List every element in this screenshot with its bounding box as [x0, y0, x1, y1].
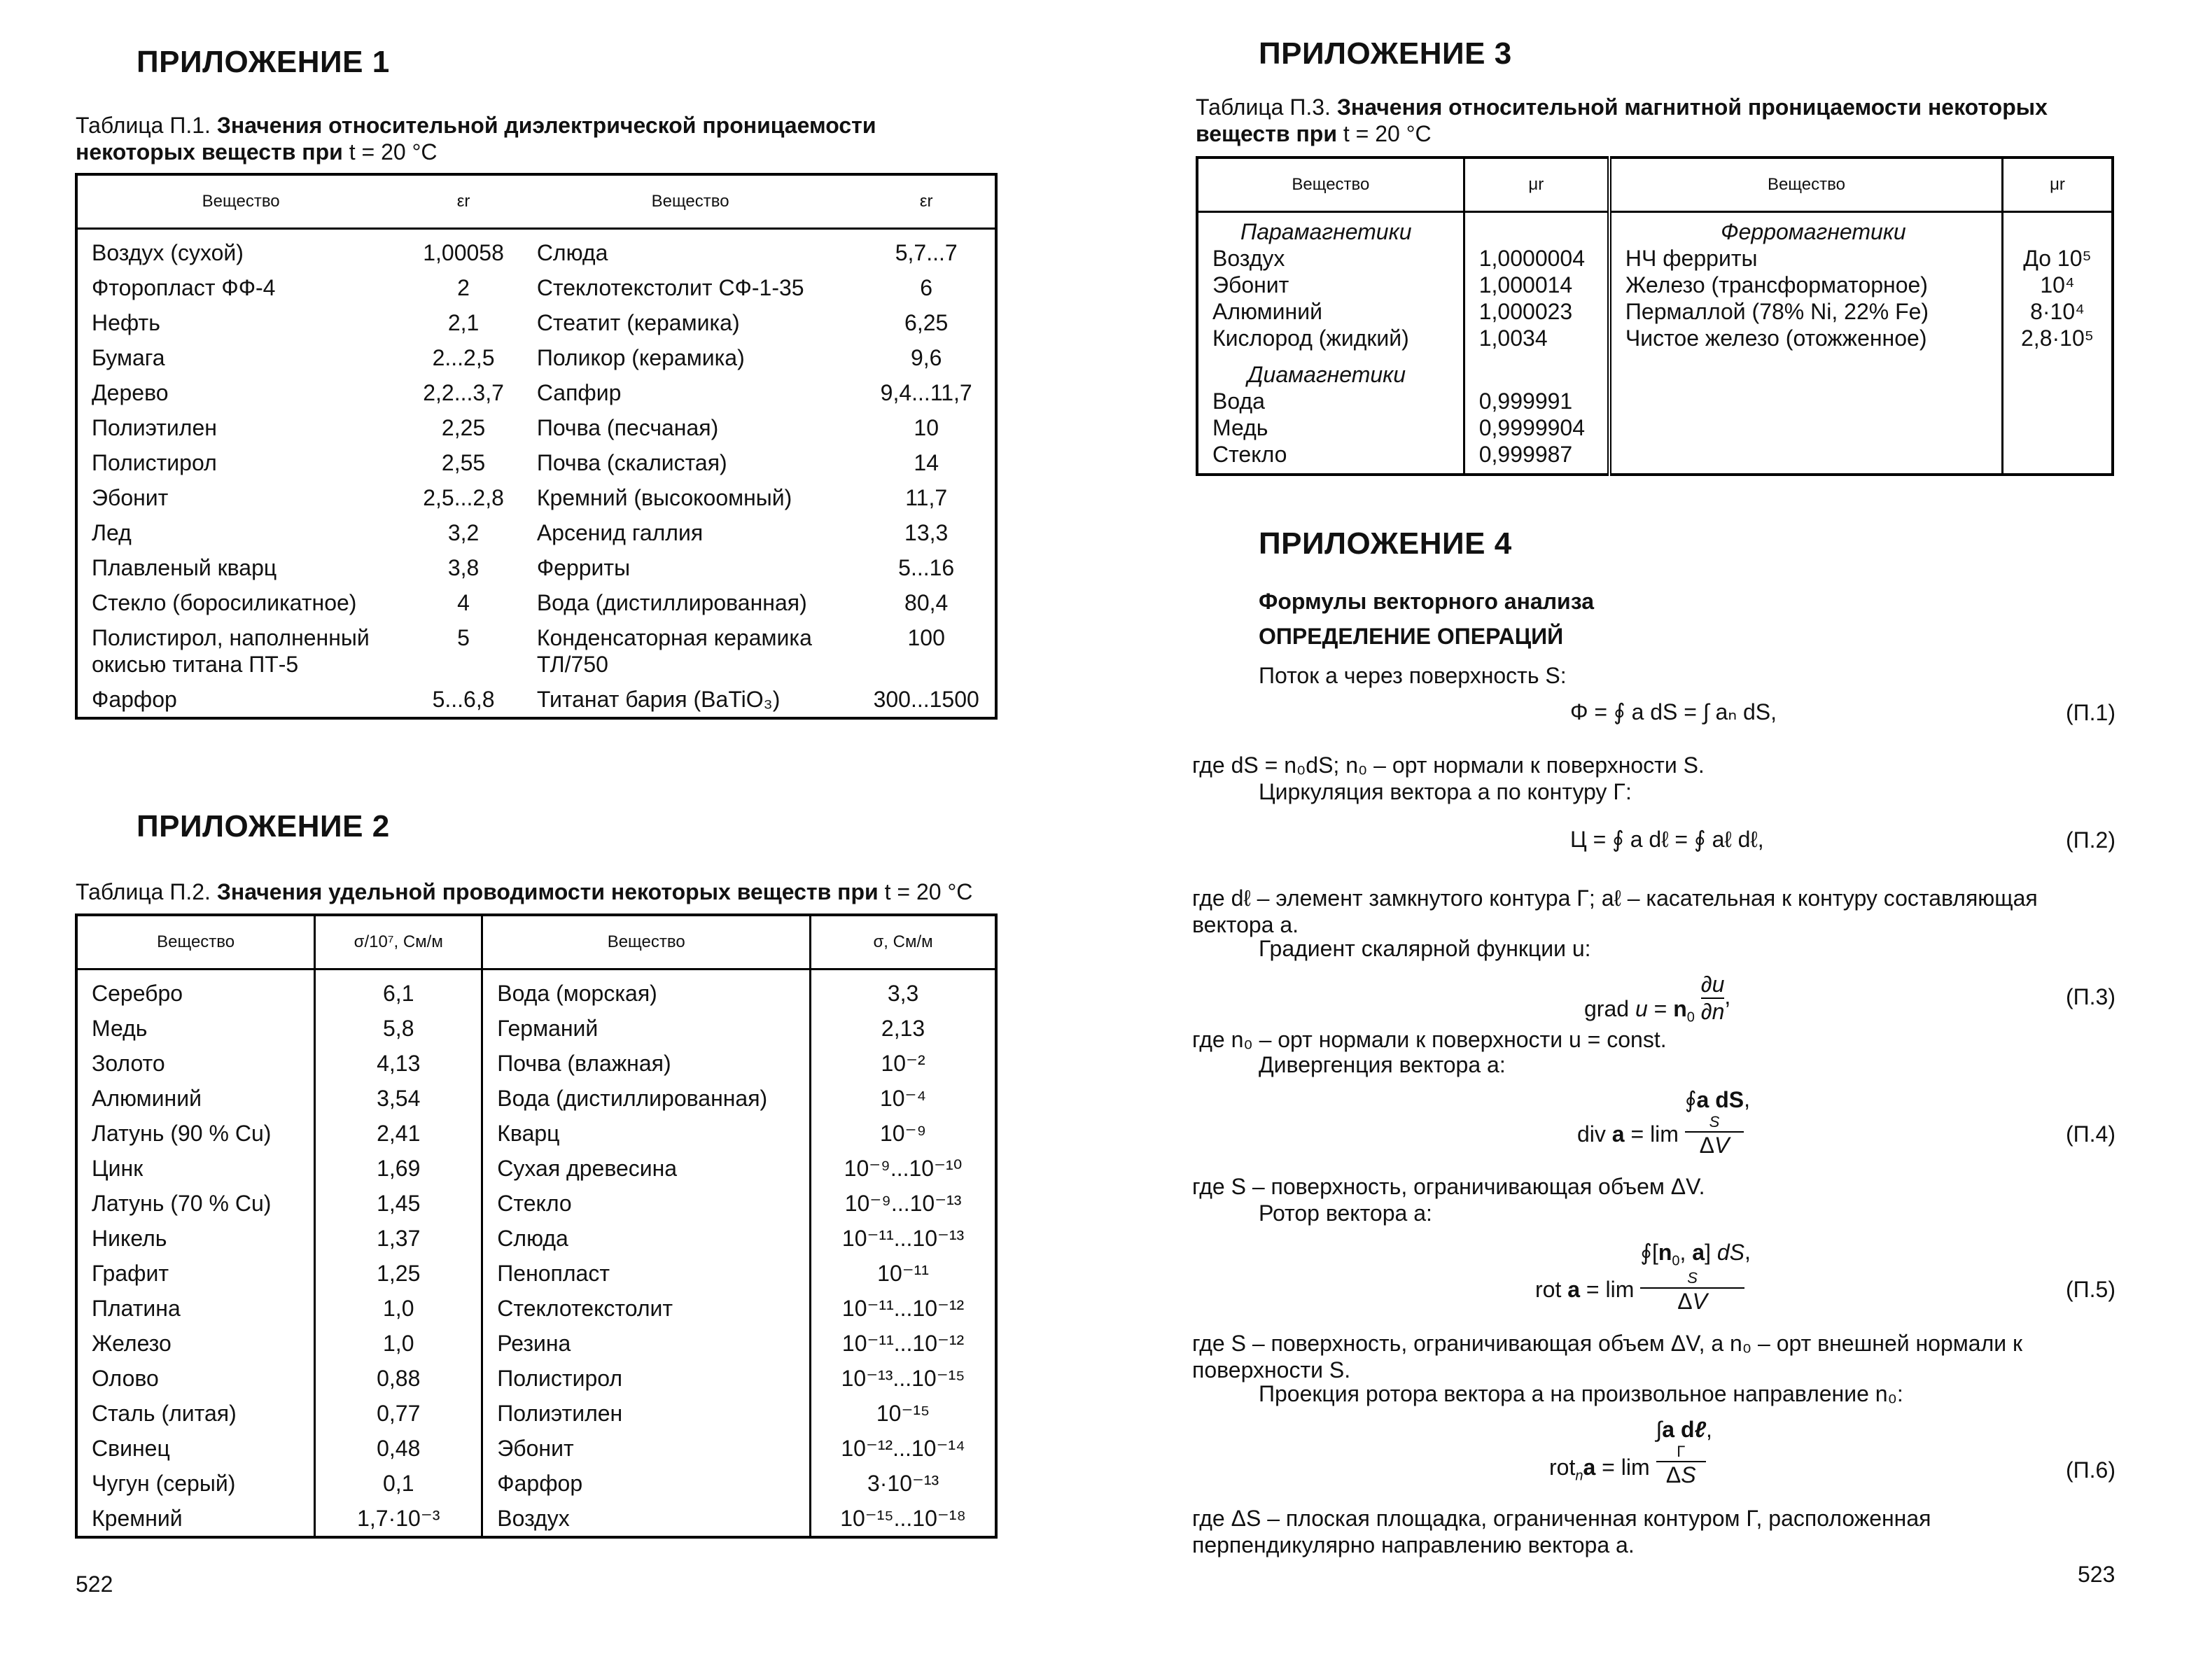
substance-cell: Полиэтилен	[482, 1396, 811, 1431]
ferro-names	[1609, 212, 2003, 475]
table-row	[76, 340, 996, 375]
table-row	[76, 1256, 996, 1291]
value-cell: 2,2...3,7	[423, 380, 504, 405]
where-p2: где dℓ – элемент замкнутого контура Γ; aℓ – касательная к контуру составляющая вектора a.	[1192, 886, 2038, 937]
column-header: Вещество	[76, 915, 315, 969]
group-ferromagnetics: Ферромагнетики	[1721, 219, 1906, 244]
substance-cell: Медь	[92, 1016, 148, 1041]
where-p5: где S – поверхность, ограничивающая объем ΔV, а n₀ – орт внешней нормали к поверхности S.	[1192, 1331, 2022, 1382]
table-row	[76, 1501, 996, 1537]
table-p1-caption	[76, 112, 1000, 165]
substance-cell: Железо	[92, 1331, 172, 1356]
value-cell: 3·10⁻¹³	[811, 1466, 996, 1501]
table-header-row	[76, 174, 996, 229]
value-cell: 2...2,5	[432, 345, 495, 370]
group-diamagnetics: Диамагнетики	[1247, 362, 1406, 387]
substance-cell: Почва (скалистая)	[536, 450, 727, 475]
table-row	[76, 620, 996, 682]
caption-prefix: Таблица П.3.	[1196, 94, 1331, 120]
table-header-row	[1197, 158, 2113, 212]
dia-name-list	[1212, 388, 1463, 468]
dia-para-names	[1197, 212, 1464, 475]
substance-cell: Чугун (серый)	[92, 1471, 236, 1496]
para-value-list	[1479, 245, 1607, 351]
value-cell: 10⁻⁹...10⁻¹⁰	[811, 1151, 996, 1186]
value-cell: 10⁻¹¹	[811, 1256, 996, 1291]
substance-cell: Стекло (боросиликатное)	[92, 590, 357, 615]
substance-cell: Слюда	[482, 1221, 811, 1256]
substance-cell: Слюда	[536, 240, 608, 265]
table-row	[76, 1396, 996, 1431]
value-cell: 3,3	[811, 969, 996, 1011]
rotor-intro: Ротор вектора a:	[1259, 1200, 1432, 1226]
value-cell: 10⁻¹¹...10⁻¹²	[811, 1326, 996, 1361]
substance-cell: Резина	[482, 1326, 811, 1361]
value-cell: 10⁻⁹	[811, 1116, 996, 1151]
table-row	[76, 1291, 996, 1326]
value-cell: 5...6,8	[432, 687, 495, 712]
substance-cell: Чистое железо (отожженное)	[1625, 326, 1927, 351]
value-cell: 2,5...2,8	[423, 485, 504, 510]
caption-title: Значения удельной проводимости некоторых веществ при	[216, 879, 879, 904]
substance-cell: Поликор (керамика)	[536, 345, 745, 370]
value-cell: 10⁻⁴	[811, 1081, 996, 1116]
value-cell: 9,6	[910, 345, 942, 370]
substance-cell: НЧ ферриты	[1625, 246, 1758, 271]
value-cell: 6,1	[315, 969, 482, 1011]
substance-cell: Пермаллой (78% Ni, 22% Fe)	[1625, 299, 1929, 324]
substance-cell: Фторопласт ФФ-4	[92, 275, 276, 300]
table-row	[76, 1186, 996, 1221]
table-row	[76, 1326, 996, 1361]
substance-cell: Лед	[92, 520, 132, 545]
table-row	[76, 1466, 996, 1501]
substance-cell: Фарфор	[482, 1466, 811, 1501]
substance-cell: Эбонит	[1212, 272, 1289, 298]
value-cell: 6	[920, 275, 933, 300]
flux-intro: Поток a через поверхность S:	[1259, 663, 1567, 688]
dia-para-values	[1464, 212, 1609, 475]
value-cell: 2,1	[447, 310, 480, 335]
column-header: Вещество	[482, 915, 811, 969]
column-header: σ, См/м	[811, 915, 996, 969]
table-row	[76, 1221, 996, 1256]
substance-cell: Нефть	[92, 310, 160, 335]
substance-cell: Эбонит	[482, 1431, 811, 1466]
table-row	[76, 1046, 996, 1081]
substance-cell: Свинец	[92, 1436, 170, 1461]
appendix-4-heading: ПРИЛОЖЕНИЕ 4	[1259, 526, 1512, 561]
substance-cell: Сапфир	[536, 380, 622, 405]
substance-cell: Никель	[92, 1226, 167, 1251]
page-number: 522	[76, 1572, 113, 1597]
where-p1: где dS = n₀dS; n₀ – орт нормали к поверхности S.	[1192, 752, 1705, 778]
substance-cell: Стекло	[482, 1186, 811, 1221]
table-p3	[1196, 156, 2114, 476]
value-cell: 2,25	[441, 415, 486, 440]
value-cell: 10⁻¹¹...10⁻¹²	[811, 1291, 996, 1326]
value-cell: 10⁴	[2040, 272, 2075, 298]
table-p3-caption	[1196, 94, 2106, 147]
value-cell: 1,000023	[1478, 299, 1573, 324]
equation-p1-number: (П.1)	[2066, 700, 2115, 725]
substance-cell: Эбонит	[92, 485, 169, 510]
value-cell: 1,0	[315, 1291, 482, 1326]
substance-cell: Сталь (литая)	[92, 1401, 237, 1426]
table-p2-caption	[76, 878, 1000, 905]
value-cell: 8·10⁴	[2030, 299, 2085, 324]
substance-cell: Германий	[482, 1011, 811, 1046]
substance-cell: Почва (влажная)	[482, 1046, 811, 1081]
group-paramagnetics: Парамагнетики	[1240, 219, 1412, 244]
substance-cell: Полистирол, наполненный окисью титана ПТ-5	[92, 625, 370, 677]
table-row	[76, 585, 996, 620]
value-cell: 2,13	[811, 1011, 996, 1046]
table-row	[76, 229, 996, 271]
value-cell: 10⁻¹⁵	[811, 1396, 996, 1431]
value-cell: 300...1500	[873, 687, 979, 712]
value-cell: 10⁻²	[811, 1046, 996, 1081]
value-cell: 5	[457, 625, 470, 650]
table-row	[76, 1361, 996, 1396]
equation-p4-number: (П.4)	[2066, 1121, 2115, 1147]
value-cell: 1,45	[315, 1186, 482, 1221]
substance-cell: Серебро	[92, 981, 183, 1006]
substance-cell: Конденсаторная керамика ТЛ/750	[536, 625, 812, 677]
substance-cell: Алюминий	[92, 1086, 202, 1111]
equation-p4: div a = lim ∮a dS S ΔV ,	[1577, 1086, 1750, 1158]
value-cell: 1,7·10⁻³	[315, 1501, 482, 1537]
value-cell: 5,7...7	[895, 240, 958, 265]
substance-cell: Ферриты	[536, 555, 631, 580]
table-row	[76, 375, 996, 410]
caption-condition: t = 20 °C	[884, 879, 973, 904]
substance-cell: Фарфор	[92, 687, 177, 712]
substance-cell: Латунь (90 % Cu)	[92, 1121, 272, 1146]
value-cell: 1,00058	[423, 240, 504, 265]
substance-cell: Вода (морская)	[482, 969, 811, 1011]
substance-cell: Кремний	[92, 1506, 183, 1531]
substance-cell: Воздух	[1212, 246, 1285, 271]
value-cell: 1,000014	[1478, 272, 1573, 298]
table-row	[76, 550, 996, 585]
caption-prefix: Таблица П.2.	[76, 879, 211, 904]
table-row	[76, 1011, 996, 1046]
column-header: Вещество	[1609, 158, 2003, 212]
equation-p6-number: (П.6)	[2066, 1457, 2115, 1483]
substance-cell: Почва (песчаная)	[536, 415, 719, 440]
table-row	[76, 682, 996, 718]
value-cell: 1,25	[315, 1256, 482, 1291]
subtitle-vector-formulas: Формулы векторного анализа	[1259, 589, 1594, 614]
para-name-list	[1212, 245, 1463, 351]
circulation-intro: Циркуляция вектора a по контуру Γ:	[1259, 779, 1632, 804]
value-cell: 4,13	[315, 1046, 482, 1081]
value-cell: 1,0000004	[1478, 246, 1585, 271]
substance-cell: Вода (дистиллированная)	[536, 590, 807, 615]
substance-cell: Латунь (70 % Cu)	[92, 1191, 272, 1216]
where-p3: где n₀ – орт нормали к поверхности u = const.	[1192, 1027, 1667, 1052]
value-cell: До 10⁵	[2023, 246, 2092, 271]
divergence-intro: Дивергенция вектора a:	[1259, 1052, 1506, 1077]
appendix-1-heading: ПРИЛОЖЕНИЕ 1	[137, 45, 390, 79]
substance-cell: Кремний (высокоомный)	[536, 485, 792, 510]
caption-title: Значения относительной магнитной проницаемости некоторых веществ при	[1196, 94, 2048, 146]
value-cell: 2	[457, 275, 470, 300]
value-cell: 1,37	[315, 1221, 482, 1256]
value-cell: 0,9999904	[1478, 415, 1585, 440]
value-cell: 6,25	[904, 310, 949, 335]
substance-cell: Воздух	[482, 1501, 811, 1537]
value-cell: 2,8·10⁵	[2021, 326, 2094, 351]
substance-cell: Кварц	[482, 1116, 811, 1151]
substance-cell: Полиэтилен	[92, 415, 217, 440]
caption-condition: t = 20 °C	[349, 139, 438, 164]
caption-prefix: Таблица П.1.	[76, 113, 211, 138]
table-header-row	[76, 915, 996, 969]
substance-cell: Вода	[1212, 388, 1265, 414]
substance-cell: Арсенид галлия	[536, 520, 704, 545]
appendix-3-heading: ПРИЛОЖЕНИЕ 3	[1259, 36, 1512, 71]
value-cell: 2,55	[441, 450, 486, 475]
value-cell: 13,3	[904, 520, 949, 545]
substance-cell: Золото	[92, 1051, 165, 1076]
value-cell: 5...16	[898, 555, 955, 580]
where-p4: где S – поверхность, ограничивающая объем ΔV.	[1192, 1174, 1705, 1199]
caption-condition: t = 20 °C	[1343, 121, 1432, 146]
projection-intro: Проекция ротора вектора a на произвольное направление n₀:	[1259, 1381, 1903, 1406]
value-cell: 0,1	[315, 1466, 482, 1501]
equation-p6: rot$_n$a = lim ∫a dℓ Γ ΔS ,	[1549, 1417, 1712, 1488]
equation-p3-number: (П.3)	[2066, 984, 2115, 1009]
substance-cell: Полистирол	[482, 1361, 811, 1396]
substance-cell: Стеклотекстолит	[482, 1291, 811, 1326]
substance-cell: Олово	[92, 1366, 159, 1391]
ferro-value-list	[2003, 245, 2111, 351]
table-row	[76, 270, 996, 305]
table-row	[76, 969, 996, 1011]
table-body-row	[1197, 212, 2113, 475]
value-cell: 14	[914, 450, 939, 475]
table-row	[76, 410, 996, 445]
value-cell: 10⁻¹¹...10⁻¹³	[811, 1221, 996, 1256]
value-cell: 10	[914, 415, 939, 440]
value-cell: 0,88	[315, 1361, 482, 1396]
value-cell: 100	[907, 625, 945, 650]
substance-cell: Полистирол	[92, 450, 217, 475]
value-cell: 10⁻¹⁵...10⁻¹⁸	[811, 1501, 996, 1537]
table-p2	[75, 913, 998, 1539]
value-cell: 0,48	[315, 1431, 482, 1466]
gradient-intro: Градиент скалярной функции u:	[1259, 936, 1591, 961]
equation-p5-number: (П.5)	[2066, 1277, 2115, 1302]
column-header: μr	[1464, 158, 1609, 212]
substance-cell: Бумага	[92, 345, 165, 370]
column-header: εr	[858, 174, 996, 229]
substance-cell: Титанат бария (BaTiO₃)	[536, 687, 781, 712]
value-cell: 80,4	[904, 590, 949, 615]
substance-cell: Вода (дистиллированная)	[482, 1081, 811, 1116]
column-header: Вещество	[76, 174, 404, 229]
value-cell: 4	[457, 590, 470, 615]
value-cell: 0,77	[315, 1396, 482, 1431]
substance-cell: Кислород (жидкий)	[1212, 326, 1409, 351]
value-cell: 1,0	[315, 1326, 482, 1361]
substance-cell: Железо (трансформаторное)	[1625, 272, 1928, 298]
table-row	[76, 1151, 996, 1186]
equation-p5: rot a = lim $∮[n_0$, a] dS S ΔV ,	[1535, 1239, 1751, 1315]
substance-cell: Сухая древесина	[482, 1151, 811, 1186]
table-row	[76, 1116, 996, 1151]
value-cell: 0,999991	[1478, 388, 1573, 414]
column-header: εr	[404, 174, 523, 229]
substance-cell: Графит	[92, 1261, 169, 1286]
value-cell: 2,41	[315, 1116, 482, 1151]
ferro-name-list	[1625, 245, 2001, 351]
value-cell: 10⁻⁹...10⁻¹³	[811, 1186, 996, 1221]
where-p6: где ΔS – плоская площадка, ограниченная контуром Γ, расположенная перпендикулярно направлению вектора a.	[1192, 1506, 1931, 1558]
substance-cell: Пенопласт	[482, 1256, 811, 1291]
equation-p2: Ц = ∮ a dℓ = ∮ aℓ dℓ,	[1570, 827, 1764, 852]
substance-cell: Стекло	[1212, 442, 1287, 467]
value-cell: 10⁻¹³...10⁻¹⁵	[811, 1361, 996, 1396]
value-cell: 0,999987	[1478, 442, 1573, 467]
table-row	[76, 1431, 996, 1466]
table-row	[76, 445, 996, 480]
table-row	[76, 305, 996, 340]
caption-title: Значения относительной диэлектрической проницаемости некоторых веществ при	[76, 113, 876, 164]
substance-cell: Медь	[1212, 415, 1268, 440]
value-cell: 3,2	[447, 520, 480, 545]
value-cell: 9,4...11,7	[880, 380, 972, 405]
column-header: σ/10⁷, См/м	[315, 915, 482, 969]
value-cell: 10⁻¹²...10⁻¹⁴	[811, 1431, 996, 1466]
dia-value-list	[1479, 388, 1607, 468]
column-header: Вещество	[1197, 158, 1464, 212]
left-page	[0, 0, 1101, 1680]
value-cell: 3,8	[447, 555, 480, 580]
right-page	[1101, 0, 2203, 1680]
appendix-2-heading: ПРИЛОЖЕНИЕ 2	[137, 809, 390, 844]
value-cell: 1,69	[315, 1151, 482, 1186]
equation-p1: Φ = ∮ a dS = ∫ aₙ dS,	[1570, 699, 1777, 724]
column-header: μr	[2003, 158, 2113, 212]
substance-cell: Платина	[92, 1296, 181, 1321]
substance-cell: Плавленый кварц	[92, 555, 277, 580]
value-cell: 1,0034	[1478, 326, 1548, 351]
substance-cell: Воздух (сухой)	[92, 240, 244, 265]
substance-cell: Стеклотекстолит СФ-1-35	[536, 275, 804, 300]
equation-p2-number: (П.2)	[2066, 827, 2115, 853]
value-cell: 3,54	[315, 1081, 482, 1116]
column-header: Вещество	[523, 174, 858, 229]
ferro-values	[2003, 212, 2113, 475]
equation-p3: grad $u = n_0$ $\frac{\partial u}{\partial n}$ ,	[1584, 972, 1731, 1026]
table-p1	[75, 173, 998, 720]
substance-cell: Дерево	[92, 380, 169, 405]
value-cell: 11,7	[905, 485, 948, 510]
table-row	[76, 515, 996, 550]
table-row	[76, 480, 996, 515]
subtitle-operations: ОПРЕДЕЛЕНИЕ ОПЕРАЦИЙ	[1259, 624, 1564, 649]
substance-cell: Стеатит (керамика)	[536, 310, 740, 335]
page-number: 523	[2078, 1562, 2115, 1587]
substance-cell: Алюминий	[1212, 299, 1322, 324]
value-cell: 5,8	[315, 1011, 482, 1046]
substance-cell: Цинк	[92, 1156, 144, 1181]
table-row	[76, 1081, 996, 1116]
